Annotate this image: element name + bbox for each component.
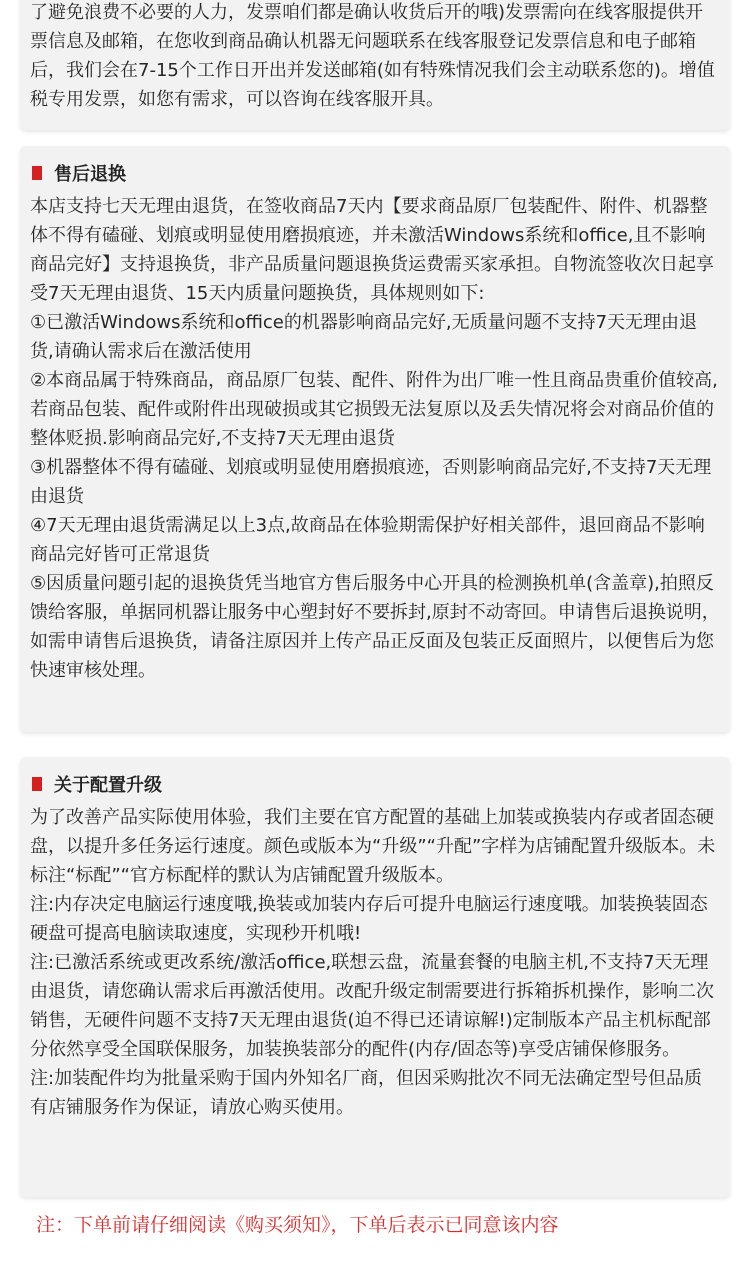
upgrade-header (30, 769, 720, 799)
upgrade-paragraph: 注:加装配件均为批量采购于国内外知名厂商，但因采购批次不同无法确定型号但品质有店铺服务作为保证，请放心购买使用。 (30, 1068, 703, 1118)
section-marker-icon (32, 166, 42, 180)
upgrade-card (20, 757, 730, 1197)
invoice-paragraph: 了避免浪费不必要的人力，发票咱们都是确认收货后开的哦)发票需向在线客服提供开票信息及邮箱，在您收到商品确认机器无问题联系在线客服登记发票信息和电子邮箱后，我们会在7-15个工作日开出并发送邮箱(如有特殊情况我们会主动联系您的)。增值税专用发票，如您有需求，可以咨询在线客服开具。 (30, 2, 715, 110)
returns-card (20, 146, 730, 732)
returns-paragraph: ③机器整体不得有磕碰、划痕或明显使用磨损痕迹，否则影响商品完好,不支持7天无理由退货 (30, 457, 712, 507)
invoice-card (20, 0, 730, 130)
upgrade-paragraph: 注:内存决定电脑运行速度哦,换装或加装内存后可提升电脑运行速度哦。加装换装固态硬盘可提高电脑读取速度，实现秒开机哦! (30, 894, 708, 944)
upgrade-paragraph: 为了改善产品实际使用体验，我们主要在官方配置的基础上加装或换装内存或者固态硬盘，以提升多任务运行速度。颜色或版本为“升级”“升配”字样为店铺配置升级版本。未标注“标配”“官方标配样的默认为店铺配置升级版本。 (30, 807, 716, 886)
returns-paragraph: ①已激活Windows系统和office的机器影响商品完好,无质量问题不支持7天无理由退货,请确认需求后在激活使用 (30, 312, 698, 362)
upgrade-title: 关于配置升级 (54, 775, 162, 796)
returns-paragraph: ④7天无理由退货需满足以上3点,故商品在体验期需保护好相关部件，退回商品不影响商品完好皆可正常退货 (30, 515, 705, 565)
returns-header (30, 158, 720, 188)
purchase-notice: 注：下单前请仔细阅读《购买须知》，下单后表示已同意该内容 (36, 1214, 559, 1236)
upgrade-paragraph: 注:已激活系统或更改系统/激活office,联想云盘，流量套餐的电脑主机,不支持7天无理由退货，请您确认需求后再激活使用。改配升级定制需要进行拆箱拆机操作，影响二次销售，无硬件问题不支持7天无理由退货(迫不得已还请谅解!)定制版本产品主机标配部分依然享受全国联保服务，加装换装部分的配件(内存/固态等)享受店铺保修服务。 (30, 952, 714, 1060)
returns-title: 售后退换 (54, 164, 126, 185)
returns-paragraph: ⑤因质量问题引起的退换货凭当地官方售后服务中心开具的检测换机单(含盖章),拍照反馈给客服，单据同机器让服务中心塑封好不要拆封,原封不动寄回。申请售后退换说明，如需申请售后退换货，请备注原因并上传产品正反面及包装正反面照片，以便售后为您快速审核处理。 (30, 573, 720, 681)
returns-paragraph: ②本商品属于特殊商品，商品原厂包装、配件、附件为出厂唯一性且商品贵重价值较高,若商品包装、配件或附件出现破损或其它损毁无法复原以及丢失情况将会对商品价值的整体贬损.影响商品完好,不支持7天无理由退货 (30, 370, 718, 449)
returns-paragraph: 本店支持七天无理由退货，在签收商品7天内【要求商品原厂包装配件、附件、机器整体不得有磕碰、划痕或明显使用磨损痕迹，并未激活Windows系统和office,且不影响商品完好】支持退换货，非产品质量问题退换货运费需买家承担。自物流签收次日起享受7天无理由退货、15天内质量问题换货，具体规则如下: (30, 196, 714, 304)
section-marker-icon (32, 777, 42, 791)
